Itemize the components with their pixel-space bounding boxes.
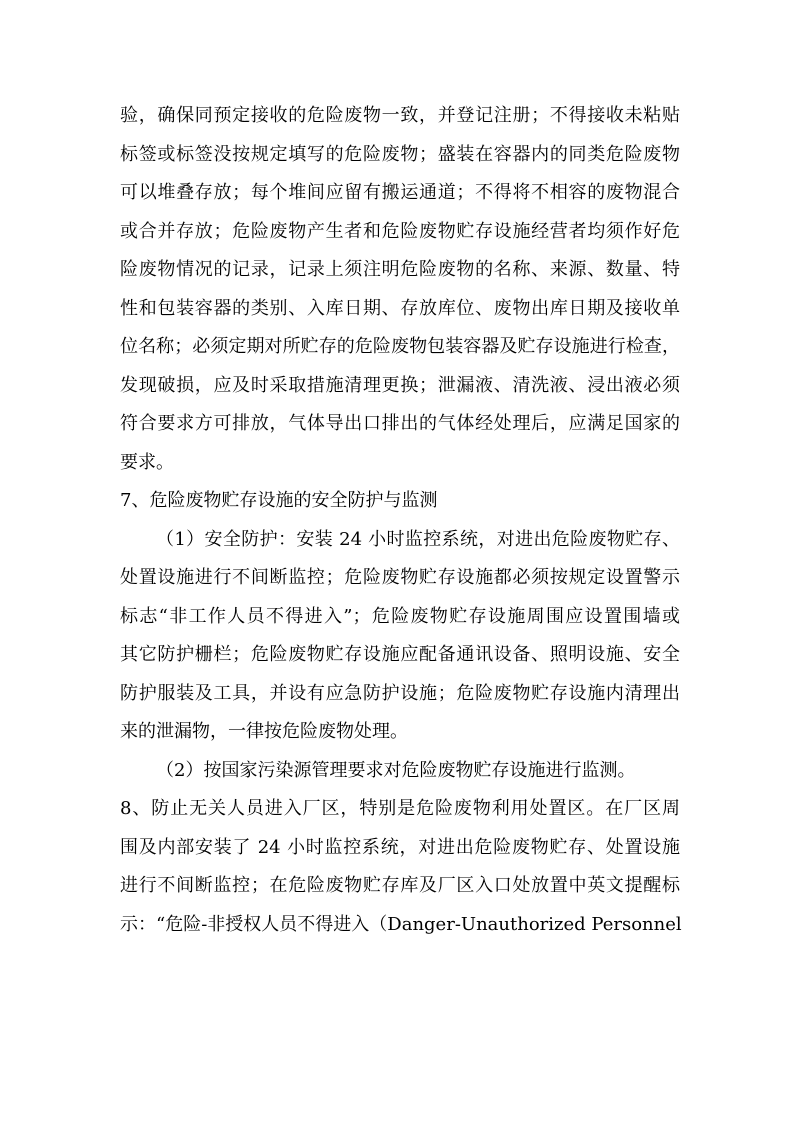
text-line: 发现破损，应及时采取措施清理更换；泄漏液、清洗液、浸出液必须 [120,374,680,396]
text-line: （1）安全防护：安装 24 小时监控系统，对进出危险废物贮存、 [156,528,680,550]
body-text [120,97,680,944]
text-line: 标签或标签没按规定填写的危险废物；盛装在容器内的同类危险废物 [120,143,680,165]
text-line: 进行不间断监控；在危险废物贮存库及厂区入口处放置中英文提醒标 [120,875,680,896]
text-line: 其它防护栅栏；危险废物贮存设施应配备通讯设备、照明设施、安全 [120,644,680,665]
text-line: 验，确保同预定接收的危险废物一致，并登记注册；不得接收未粘贴 [120,105,680,126]
text-line: 险废物情况的记录，记录上须注明危险废物的名称、来源、数量、特 [120,259,680,280]
text-line: 位名称；必须定期对所贮存的危险废物包装容器及贮存设施进行检查， [120,336,680,357]
text-line: （2）按国家污染源管理要求对危险废物贮存设施进行监测。 [156,759,636,781]
text-line: 要求。 [120,451,174,473]
text-line: 来的泄漏物，一律按危险废物处理。 [120,721,408,742]
text-line: 可以堆叠存放；每个堆间应留有搬运通道；不得将不相容的废物混合 [120,182,680,203]
text-line: 7、危险废物贮存设施的安全防护与监测 [120,490,438,511]
text-line: 8、防止无关人员进入厂区，特别是危险废物利用处置区。在厂区周 [120,798,680,819]
text-line: 或合并存放；危险废物产生者和危险废物贮存设施经营者均须作好危 [120,220,680,242]
text-line: 标志“非工作人员不得进入”；危险废物贮存设施周围应设置围墙或 [120,605,680,627]
text-line: 防护服装及工具，并设有应急防护设施；危险废物贮存设施内清理出 [120,682,680,704]
text-line: 围及内部安装了 24 小时监控系统，对进出危险废物贮存、处置设施 [120,836,680,858]
text-line: 示：“危险-非授权人员不得进入（Danger-Unauthorized Personnel [120,913,682,935]
text-line: 符合要求方可排放，气体导出口排出的气体经处理后，应满足国家的 [120,413,680,434]
text-line: 性和包装容器的类别、入库日期、存放库位、废物出库日期及接收单 [120,297,680,319]
text-line: 处置设施进行不间断监控；危险废物贮存设施都必须按规定设置警示 [120,567,680,588]
